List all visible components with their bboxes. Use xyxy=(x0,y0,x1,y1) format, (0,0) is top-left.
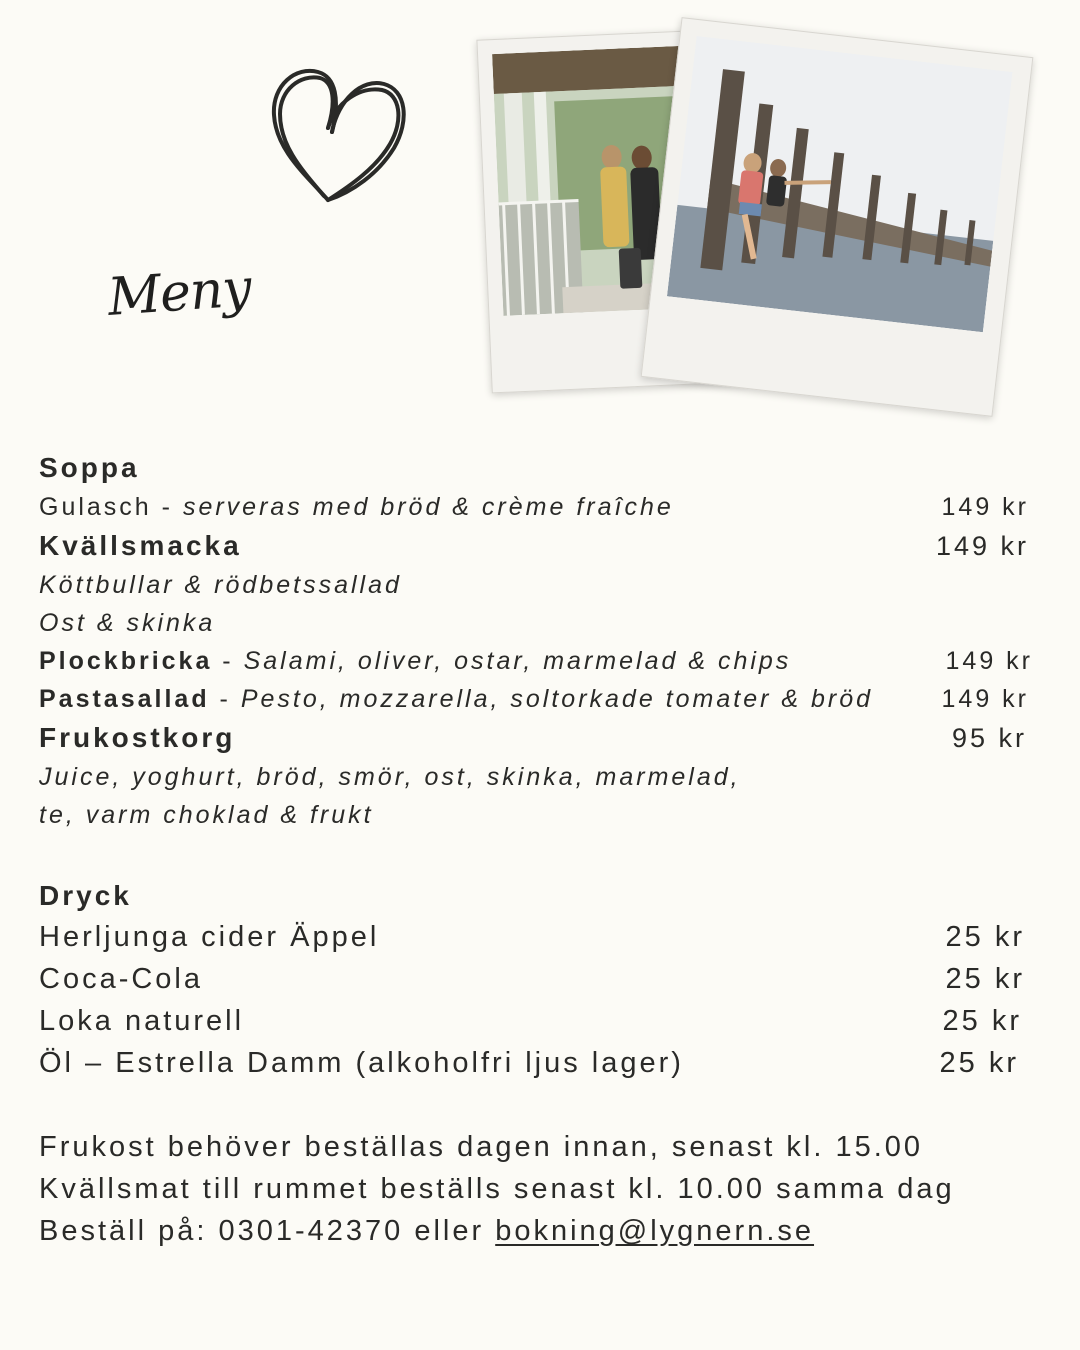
frukostkorg-desc-line-1: Juice, yoghurt, bröd, smör, ost, skinka, marmelad, xyxy=(39,763,741,791)
drink-price: 25 kr xyxy=(939,1047,1019,1079)
drink-price: 25 kr xyxy=(942,1005,1022,1037)
drink-item xyxy=(39,916,1039,958)
item-price: 149 kr xyxy=(945,647,1033,675)
item-separator: - xyxy=(209,685,241,713)
category-kvallsmacka xyxy=(39,526,1039,566)
item-name: Plockbricka xyxy=(39,647,213,675)
page-title: Meny xyxy=(105,258,253,328)
info-line-breakfast: Frukost behöver beställas dagen innan, senast kl. 15.00 xyxy=(39,1131,924,1163)
info-line-order xyxy=(39,1210,1039,1252)
drink-item xyxy=(39,958,1039,1000)
menu-item-plockbricka xyxy=(39,642,1039,680)
heart-icon xyxy=(266,60,414,212)
item-price: 149 kr xyxy=(935,531,1029,561)
category-soppa: Soppa xyxy=(39,452,140,483)
category-frukostkorg xyxy=(39,718,1039,758)
item-price: 95 kr xyxy=(951,723,1027,753)
drink-name: Herljunga cider Äppel xyxy=(39,921,380,953)
item-description: Pesto, mozzarella, soltorkade tomater & bröd xyxy=(240,685,874,713)
item-description: Salami, oliver, ostar, marmelad & chips xyxy=(243,647,792,675)
drink-item xyxy=(39,1042,1039,1084)
item-price: 149 kr xyxy=(941,493,1029,521)
category-heading: Frukostkorg xyxy=(39,722,236,753)
category-dryck: Dryck xyxy=(39,880,132,911)
kvallsmacka-option-1: Köttbullar & rödbetssallad xyxy=(39,571,402,599)
email-link[interactable]: bokning@lygnern.se xyxy=(495,1215,815,1247)
item-separator: - xyxy=(212,647,244,675)
drink-name: Coca-Cola xyxy=(39,963,203,995)
item-name: Gulasch xyxy=(39,493,152,521)
kvallsmacka-option-2: Ost & skinka xyxy=(39,609,216,637)
drink-price: 25 kr xyxy=(945,963,1025,995)
photo-pier xyxy=(667,36,1013,332)
category-heading: Kvällsmacka xyxy=(39,530,242,561)
frukostkorg-desc-line-2: te, varm choklad & frukt xyxy=(39,801,374,829)
order-phone-text: Beställ på: 0301-42370 eller xyxy=(39,1215,496,1247)
menu-item-gulasch xyxy=(39,488,1039,526)
menu-list xyxy=(39,448,1039,1252)
item-name: Pastasallad xyxy=(39,685,210,713)
polaroid-photo-2 xyxy=(641,17,1034,417)
drink-name: Loka naturell xyxy=(39,1005,245,1037)
info-line-dinner: Kvällsmat till rummet beställs senast kl. 10.00 samma dag xyxy=(39,1173,955,1205)
drink-item xyxy=(39,1000,1039,1042)
drink-price: 25 kr xyxy=(945,921,1025,953)
drink-name: Öl – Estrella Damm (alkoholfri ljus lager) xyxy=(39,1047,684,1079)
item-price: 149 kr xyxy=(941,685,1029,713)
menu-item-pastasallad xyxy=(39,680,1039,718)
item-separator: - xyxy=(151,493,183,521)
item-description: serveras med bröd & crème fraîche xyxy=(182,493,674,521)
